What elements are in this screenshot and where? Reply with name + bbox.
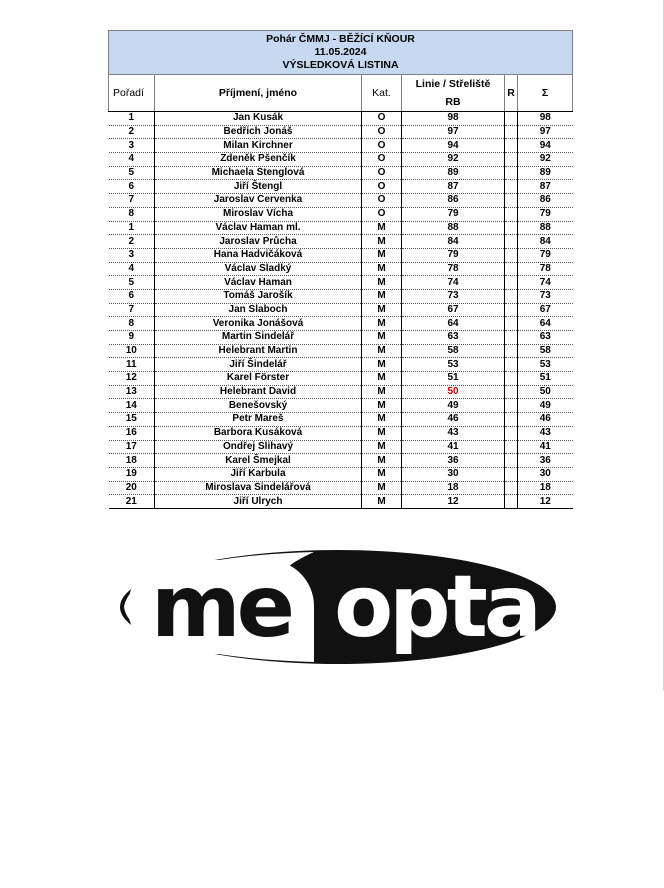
- name-cell: Jaroslav Červenka: [155, 194, 362, 208]
- table-row: [109, 454, 573, 468]
- rb-score-cell: 63: [402, 331, 505, 345]
- table-row: [109, 303, 573, 317]
- sum-cell: 88: [518, 221, 573, 235]
- category-cell: O: [362, 112, 402, 126]
- name-cell: Bedřich Jonáš: [155, 125, 362, 139]
- r-cell: [505, 125, 518, 139]
- name-cell: Václav Haman ml.: [155, 221, 362, 235]
- table-row: [109, 426, 573, 440]
- name-cell: Karel Šmejkal: [155, 454, 362, 468]
- category-cell: M: [362, 235, 402, 249]
- name-cell: Helebrant Martin: [155, 344, 362, 358]
- table-row: [109, 399, 573, 413]
- table-row: [109, 207, 573, 221]
- table-row: [109, 317, 573, 331]
- sum-cell: 36: [518, 454, 573, 468]
- r-cell: [505, 358, 518, 372]
- r-cell: [505, 481, 518, 495]
- category-cell: M: [362, 413, 402, 427]
- category-cell: M: [362, 399, 402, 413]
- sum-cell: 12: [518, 495, 573, 509]
- rb-score-cell: 43: [402, 426, 505, 440]
- rb-score-cell: 92: [402, 153, 505, 167]
- rank-cell: 12: [109, 372, 155, 386]
- rb-score-cell: 94: [402, 139, 505, 153]
- rank-cell: 10: [109, 344, 155, 358]
- sum-cell: 49: [518, 399, 573, 413]
- rank-cell: 1: [109, 112, 155, 126]
- category-cell: O: [362, 194, 402, 208]
- sum-cell: 67: [518, 303, 573, 317]
- rb-score-cell: 49: [402, 399, 505, 413]
- table-row: [109, 194, 573, 208]
- rb-score-cell: 18: [402, 481, 505, 495]
- table-row: [109, 344, 573, 358]
- r-cell: [505, 221, 518, 235]
- category-cell: M: [362, 248, 402, 262]
- category-cell: M: [362, 372, 402, 386]
- rb-score-cell: 67: [402, 303, 505, 317]
- rb-score-cell: 64: [402, 317, 505, 331]
- rank-cell: 20: [109, 481, 155, 495]
- category-cell: M: [362, 317, 402, 331]
- rb-score-cell: 98: [402, 112, 505, 126]
- rank-cell: 8: [109, 317, 155, 331]
- sum-cell: 94: [518, 139, 573, 153]
- sum-cell: 41: [518, 440, 573, 454]
- sum-cell: 78: [518, 262, 573, 276]
- r-cell: [505, 454, 518, 468]
- category-cell: O: [362, 207, 402, 221]
- name-cell: Miroslav Vícha: [155, 207, 362, 221]
- category-cell: M: [362, 303, 402, 317]
- table-row: [109, 385, 573, 399]
- category-cell: M: [362, 331, 402, 345]
- table-row: [109, 467, 573, 481]
- name-cell: Petr Mareš: [155, 413, 362, 427]
- rb-score-cell: 73: [402, 289, 505, 303]
- competition-name: Pohár ČMMJ - BĚŽÍCÍ KŇOUR: [266, 33, 415, 45]
- name-cell: Jan Kusák: [155, 112, 362, 126]
- sum-cell: 50: [518, 385, 573, 399]
- category-cell: M: [362, 276, 402, 290]
- r-cell: [505, 344, 518, 358]
- category-cell: M: [362, 426, 402, 440]
- r-cell: [505, 495, 518, 509]
- rb-score-cell: 84: [402, 235, 505, 249]
- name-cell: Helebrant David: [155, 385, 362, 399]
- table-row: [109, 495, 573, 509]
- r-cell: [505, 153, 518, 167]
- r-cell: [505, 207, 518, 221]
- r-cell: [505, 440, 518, 454]
- sum-cell: 98: [518, 112, 573, 126]
- sum-cell: 73: [518, 289, 573, 303]
- sum-cell: 53: [518, 358, 573, 372]
- rank-cell: 7: [109, 303, 155, 317]
- table-row: [109, 358, 573, 372]
- logo-text-right: opta: [334, 557, 538, 657]
- table-row: [109, 276, 573, 290]
- category-cell: O: [362, 139, 402, 153]
- sum-cell: 30: [518, 467, 573, 481]
- category-cell: M: [362, 262, 402, 276]
- rb-score-cell: 53: [402, 358, 505, 372]
- rb-score-cell: 41: [402, 440, 505, 454]
- rb-score-cell: 87: [402, 180, 505, 194]
- header-category: Kat.: [362, 75, 402, 112]
- r-cell: [505, 166, 518, 180]
- rank-cell: 9: [109, 331, 155, 345]
- sum-cell: 18: [518, 481, 573, 495]
- sum-cell: 74: [518, 276, 573, 290]
- rank-cell: 3: [109, 139, 155, 153]
- rank-cell: 6: [109, 289, 155, 303]
- rank-cell: 16: [109, 426, 155, 440]
- rank-cell: 19: [109, 467, 155, 481]
- header-name: Příjmení, jméno: [155, 75, 362, 112]
- rb-score-cell: 58: [402, 344, 505, 358]
- meopta-logo: [118, 548, 558, 666]
- name-cell: Miroslava Šindelářová: [155, 481, 362, 495]
- column-header-row: [109, 75, 573, 112]
- sum-cell: 86: [518, 194, 573, 208]
- category-cell: M: [362, 467, 402, 481]
- rb-score-cell: 86: [402, 194, 505, 208]
- name-cell: Jiří Šindelář: [155, 358, 362, 372]
- name-cell: Hana Hadvičáková: [155, 248, 362, 262]
- r-cell: [505, 467, 518, 481]
- r-cell: [505, 303, 518, 317]
- rank-cell: 4: [109, 262, 155, 276]
- rb-score-cell: 79: [402, 207, 505, 221]
- rank-cell: 6: [109, 180, 155, 194]
- sum-cell: 84: [518, 235, 573, 249]
- name-cell: Tomáš Jarošík: [155, 289, 362, 303]
- r-cell: [505, 139, 518, 153]
- rb-score-cell: 89: [402, 166, 505, 180]
- name-cell: Jan Slaboch: [155, 303, 362, 317]
- results-list-title: VÝSLEDKOVÁ LISTINA: [282, 59, 399, 71]
- category-cell: O: [362, 180, 402, 194]
- r-cell: [505, 413, 518, 427]
- name-cell: Jiří Štengl: [155, 180, 362, 194]
- table-row: [109, 139, 573, 153]
- table-row: [109, 248, 573, 262]
- rank-cell: 1: [109, 221, 155, 235]
- sum-cell: 97: [518, 125, 573, 139]
- r-cell: [505, 372, 518, 386]
- sum-cell: 79: [518, 207, 573, 221]
- rb-score-cell: 51: [402, 372, 505, 386]
- rank-cell: 2: [109, 125, 155, 139]
- r-cell: [505, 262, 518, 276]
- sum-cell: 92: [518, 153, 573, 167]
- table-row: [109, 153, 573, 167]
- category-cell: M: [362, 495, 402, 509]
- header-shooting: [402, 75, 505, 112]
- rb-score-cell: 88: [402, 221, 505, 235]
- rank-cell: 11: [109, 358, 155, 372]
- r-cell: [505, 317, 518, 331]
- sum-cell: 46: [518, 413, 573, 427]
- header-shooting-bottom: RB: [445, 96, 461, 108]
- table-row: [109, 125, 573, 139]
- rank-cell: 7: [109, 194, 155, 208]
- rank-cell: 15: [109, 413, 155, 427]
- rb-score-cell: 12: [402, 495, 505, 509]
- name-cell: Karel Förster: [155, 372, 362, 386]
- name-cell: Jaroslav Průcha: [155, 235, 362, 249]
- table-row: [109, 372, 573, 386]
- table-row: [109, 221, 573, 235]
- r-cell: [505, 194, 518, 208]
- name-cell: Veronika Jonášová: [155, 317, 362, 331]
- rb-score-cell: 78: [402, 262, 505, 276]
- rank-cell: 4: [109, 153, 155, 167]
- table-row: [109, 331, 573, 345]
- category-cell: O: [362, 153, 402, 167]
- sum-cell: 64: [518, 317, 573, 331]
- sum-cell: 89: [518, 166, 573, 180]
- name-cell: Jiří Karbula: [155, 467, 362, 481]
- sum-cell: 58: [518, 344, 573, 358]
- r-cell: [505, 235, 518, 249]
- table-row: [109, 166, 573, 180]
- r-cell: [505, 180, 518, 194]
- sum-cell: 79: [518, 248, 573, 262]
- rank-cell: 3: [109, 248, 155, 262]
- table-row: [109, 413, 573, 427]
- name-cell: Jiří Ulrych: [155, 495, 362, 509]
- table-row: [109, 112, 573, 126]
- sum-cell: 87: [518, 180, 573, 194]
- category-cell: M: [362, 481, 402, 495]
- rb-score-cell: 36: [402, 454, 505, 468]
- category-cell: M: [362, 454, 402, 468]
- table-row: [109, 262, 573, 276]
- name-cell: Martin Šindelář: [155, 331, 362, 345]
- name-cell: Milan Kirchner: [155, 139, 362, 153]
- name-cell: Václav Sladký: [155, 262, 362, 276]
- title-row: [109, 31, 573, 75]
- sum-cell: 51: [518, 372, 573, 386]
- name-cell: Michaela Štenglová: [155, 166, 362, 180]
- rank-cell: 5: [109, 166, 155, 180]
- results-body: [109, 112, 573, 509]
- category-cell: M: [362, 221, 402, 235]
- sum-cell: 43: [518, 426, 573, 440]
- table-row: [109, 235, 573, 249]
- rb-score-cell: 50: [402, 385, 505, 399]
- rb-score-cell: 30: [402, 467, 505, 481]
- r-cell: [505, 112, 518, 126]
- r-cell: [505, 289, 518, 303]
- table-row: [109, 481, 573, 495]
- sum-cell: 63: [518, 331, 573, 345]
- r-cell: [505, 276, 518, 290]
- results-table: [108, 30, 573, 509]
- rb-score-cell: 79: [402, 248, 505, 262]
- rank-cell: 8: [109, 207, 155, 221]
- rank-cell: 14: [109, 399, 155, 413]
- rb-score-cell: 97: [402, 125, 505, 139]
- name-cell: Zdeněk Pšenčík: [155, 153, 362, 167]
- category-cell: M: [362, 385, 402, 399]
- table-title: [109, 31, 573, 75]
- header-sum: Σ: [518, 75, 573, 112]
- header-r: R: [505, 75, 518, 112]
- r-cell: [505, 248, 518, 262]
- rank-cell: 13: [109, 385, 155, 399]
- r-cell: [505, 426, 518, 440]
- table-row: [109, 289, 573, 303]
- name-cell: Ondřej Šlihavý: [155, 440, 362, 454]
- category-cell: O: [362, 125, 402, 139]
- category-cell: M: [362, 358, 402, 372]
- name-cell: Barbora Kusáková: [155, 426, 362, 440]
- header-shooting-top: Linie / Střeliště: [415, 78, 491, 90]
- rank-cell: 5: [109, 276, 155, 290]
- name-cell: Benešovský: [155, 399, 362, 413]
- table-row: [109, 180, 573, 194]
- category-cell: O: [362, 166, 402, 180]
- name-cell: Václav Haman: [155, 276, 362, 290]
- logo-text-left: me: [151, 557, 291, 657]
- rank-cell: 2: [109, 235, 155, 249]
- r-cell: [505, 385, 518, 399]
- category-cell: M: [362, 440, 402, 454]
- rb-score-cell: 46: [402, 413, 505, 427]
- category-cell: M: [362, 344, 402, 358]
- r-cell: [505, 331, 518, 345]
- rank-cell: 21: [109, 495, 155, 509]
- rank-cell: 17: [109, 440, 155, 454]
- rank-cell: 18: [109, 454, 155, 468]
- header-rank: Pořadí: [109, 75, 155, 112]
- competition-date: 11.05.2024: [314, 46, 367, 58]
- category-cell: M: [362, 289, 402, 303]
- rb-score-cell: 74: [402, 276, 505, 290]
- table-row: [109, 440, 573, 454]
- r-cell: [505, 399, 518, 413]
